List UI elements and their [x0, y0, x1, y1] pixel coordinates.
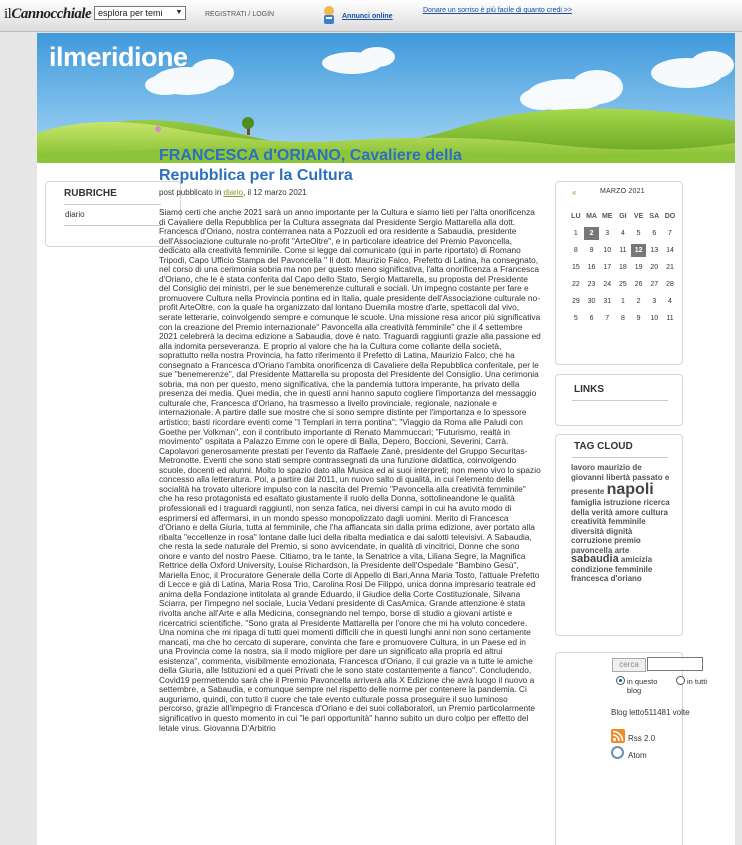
- tag-link[interactable]: maurizio de giovanni: [571, 463, 642, 482]
- header-banner: [37, 33, 735, 163]
- calendar-week-row: [568, 225, 678, 242]
- calendar-day: 27: [650, 281, 659, 288]
- logo-main: Cannocchiale: [11, 6, 92, 22]
- calendar-day: 4: [620, 230, 625, 237]
- calendar-week-row: [568, 293, 678, 310]
- atom-icon[interactable]: [611, 746, 624, 759]
- calendar-day: 9: [589, 247, 594, 254]
- calendar-day: 13: [650, 247, 659, 254]
- tag-link[interactable]: libertà: [606, 472, 631, 482]
- calendar-weekday: DO: [664, 213, 676, 220]
- explore-select-value: esplora per temi: [98, 8, 163, 18]
- tag-link[interactable]: dignità: [606, 526, 633, 536]
- rubriche-item-diario[interactable]: diario: [65, 210, 85, 219]
- tag-link[interactable]: creatività femminile: [571, 517, 646, 526]
- tag-link[interactable]: cultura: [641, 507, 668, 517]
- divider: [64, 225, 161, 226]
- search-button[interactable]: cerca: [612, 658, 646, 672]
- calendar-weekday: VE: [633, 213, 644, 220]
- calendar-day: 18: [619, 264, 627, 271]
- tag-link[interactable]: corruzione: [571, 536, 612, 545]
- calendar-day: 10: [603, 247, 612, 254]
- calendar-day: 22: [571, 281, 580, 288]
- donate-link[interactable]: Donare un sorriso è più facile di quanto credi >>: [423, 7, 573, 14]
- tag-link[interactable]: amicizia: [620, 555, 653, 564]
- annunci-online-link[interactable]: Annunci online: [342, 13, 393, 20]
- calendar-weekday: ME: [601, 213, 613, 220]
- calendar-weekday-row: [568, 208, 678, 225]
- calendar-weekday: LU: [571, 213, 581, 220]
- tag-link[interactable]: condizione femminile: [571, 564, 653, 574]
- calendar-day: 30: [587, 298, 596, 305]
- meta-prefix: post pubblicato in: [159, 188, 224, 197]
- divider: [572, 457, 668, 458]
- tag-cloud-heading: TAG CLOUD: [574, 441, 633, 452]
- calendar-day: 15: [571, 264, 580, 271]
- search-input[interactable]: [647, 657, 703, 671]
- calendar-weekday: SA: [649, 213, 660, 220]
- calendar-day: 5: [636, 230, 641, 237]
- calendar-day: 6: [652, 230, 657, 237]
- chevron-down-icon: ▼: [175, 9, 183, 16]
- article-title[interactable]: FRANCESCA d'ORIANO, Cavaliere della Repubblica per la Cultura: [159, 147, 462, 184]
- radio-label-blog: in questo blog: [627, 677, 658, 695]
- calendar-day: 28: [666, 281, 674, 288]
- calendar-day: 2: [636, 298, 641, 305]
- tag-link[interactable]: amore: [615, 507, 640, 517]
- calendar-day: 20: [650, 264, 659, 271]
- tag-link[interactable]: ricerca: [643, 498, 670, 507]
- calendar-day: 16: [587, 264, 596, 271]
- calendar-day: 21: [666, 264, 674, 271]
- top-bar: [0, 0, 742, 32]
- calendar-day: 5: [573, 315, 578, 322]
- calendar-day[interactable]: 12: [631, 244, 647, 257]
- tag-cloud-box: [555, 434, 683, 636]
- tag-cloud: [571, 463, 671, 584]
- calendar-day: 23: [587, 281, 596, 288]
- calendar-weekday: MA: [586, 213, 597, 220]
- calendar-day: 3: [605, 230, 610, 237]
- tag-link[interactable]: sabaudia: [571, 553, 619, 565]
- tag-link[interactable]: arte: [614, 545, 630, 555]
- tag-link[interactable]: passato e presente: [571, 472, 670, 496]
- calendar-day: 9: [636, 315, 641, 322]
- tag-link[interactable]: napoli: [606, 481, 654, 498]
- tag-link[interactable]: della verità: [571, 507, 613, 517]
- calendar-day: 1: [620, 298, 625, 305]
- calendar-day: 29: [571, 298, 580, 305]
- links-heading: LINKS: [574, 384, 604, 395]
- category-link[interactable]: diario: [223, 188, 244, 197]
- calendar-day[interactable]: 2: [584, 227, 600, 240]
- calendar-day: 31: [603, 298, 612, 305]
- site-title[interactable]: ilmeridione: [49, 42, 188, 72]
- calendar-day: 26: [634, 281, 643, 288]
- calendar-day: 17: [603, 264, 612, 271]
- logo-prefix: il: [4, 6, 12, 22]
- calendar-day: 24: [603, 281, 612, 288]
- divider: [572, 400, 668, 401]
- tag-link[interactable]: premio pavoncella: [571, 536, 641, 555]
- calendar-month: MARZO 2021: [600, 188, 645, 195]
- rubriche-heading: RUBRICHE: [64, 188, 117, 199]
- calendar-grid: [568, 208, 678, 327]
- rss-link[interactable]: Rss 2.0: [628, 734, 656, 743]
- calendar-day: 3: [652, 298, 657, 305]
- megaphone-icon[interactable]: [320, 5, 338, 27]
- calendar-day: 19: [634, 264, 643, 271]
- calendar-day: 6: [589, 315, 594, 322]
- calendar-day: 11: [619, 247, 627, 254]
- calendar-week-row: [568, 276, 678, 293]
- meta-date: , il 12 marzo 2021: [243, 188, 307, 197]
- calendar-day: 1: [573, 230, 578, 237]
- calendar-week-row: [568, 242, 678, 259]
- explore-themes-select[interactable]: [94, 6, 186, 20]
- atom-link[interactable]: Atom: [628, 751, 647, 760]
- calendar-day: 7: [668, 230, 672, 237]
- radio-in-all[interactable]: [676, 676, 685, 685]
- calendar-day: 8: [573, 247, 578, 254]
- calendar-day: 14: [666, 247, 674, 254]
- calendar-day: 8: [620, 315, 625, 322]
- calendar-day: 11: [666, 315, 674, 322]
- calendar-week-row: [568, 259, 678, 276]
- calendar-day: 10: [650, 315, 659, 322]
- rss-icon[interactable]: [611, 729, 625, 743]
- radio-label-all: in tutti: [687, 677, 708, 686]
- article-body: Siamo certi che anche 2021 sarà un anno importante per la Cultura e siamo lieti per l'alta onorificenza di Cavaliere della Repubblica per la Cultura assegnata dal Presidente Sergio Mattarella alla dott. Francesca d'Oriano, nostra conterranea nata a Pozzuoli ed ora residente a Sabaudia, presidente dell'Associazione culturale no-profit "ArteOltre", e in particolare ideatrice del Premio Pavoncella, dedicato alla creatività femminile. Come si legge dal comunicato (qui in parte riportato) di Romano Tripodi, Capo Ufficio Stampa del Pavoncella " Il dott. Maurizio Falco, Prefetto di Latina, ha consegnato, nel corso di una cerimonia sobria ma non per questo meno significativa, l'alta onorificenza a Francesca d'Oriano, che le è stata conferita dal Capo dello Stato, Sergio Mattarella, su proposta del Presidente del Consiglio dei ministri, per le sue benemerenze culturali e sociali. Un impegno costante per fare e promuovere Cultura nella Provincia pontina ed in Italia, quale presidente dell'Associazione culturale no-profit ArteOltre, con la quale ha organizzato dal lontano Duemila mostre d'arte, spettacoli dal vivo, serate letterarie, coinvolgendo sempre e comunque le scuole. Una missione resa ancor più significativa con la creazione del Premio internazionale" Pavoncella alla creatività femminile" che il 4 settembre 2021 celebrerà la decima edizione a Sabaudia, dove è nato. Traguardi raggiunti grazie alla passione ed alla indomita perseveranza. E proprio al valore che ha la Cultura come collante della società, soprattutto nella nostra Provincia, ha fatto riferimento il Prefetto di Latina, Maurizio Falco, che ha consegnato a Francesca d'Oriano l'ambita onorificenza di Cavaliere della Repubblica conferitale, per le sue "benemerenze", dal Presidente Mattarella su proposta del Presidente del Consiglio. Una cerimonia sobria, ma non per questo, meno significativa, che la pandemia tuttora imperante, ha privato della presenza dei media. Quei media, che in questi anni hanno saputo cogliere l'importanza del messaggio culturale che, Francesca d'Oriano, ha trasmesso a livello provinciale, regionale, nazionale e internazionale. A partire dalle sue mostre che si sono sempre distinte per l'importanza e lo spessore artistico; basti ricordare eventi come "I Templari in terra pontina"; "Viaggio da Roma alle Paludi con Goethe per Volkman", con il contributo importante di Renato Mammuccari; "Futurismo, realtà in movimento" ospitata a Palazzo Emme con le opere di Balla, Depero, Boccioni, Severini, Carrà. Capolavori generosamente prestati per l'evento da Raffaele Zanè, presidente del Gruppo Securitas-Metronotte. Eventi che sono stati sempre contrassegnati da una funzione didattica, coinvolgendo scuole, docenti ed alunni. Molto lo spazio dato alla Musica ed ai suoi interpreti; non meno vivo lo spazio concesso alla letteratura. Poi, a partire dal 2011, un nuovo salto di qualità, in cui l'elemento della socialità ha trovato ulteriore impulso con la nascita del Premio "Pavoncella alla creatività femminile" che ha reso protagonista ed esaltato giustamente il ruolo della Donna, sottolineandone le qualità professionali ed i traguardi raggiunti, non senza fatica, nei diversi campi in cui ha avuto modo di esprimersi ed affermarsi, in un mondo spesso monopolizzato dagli uomini. Merito di Francesca d'Oriano e della Giuria, tutta al femminile, che l'ha affiancata sin dalla prima edizione, aver portato alla ribalta "eccellenze in rosa" lontane dalle luci della ribalta mediatica e dai salotti televisivi. A Sabaudia, che resta la sede naturale del Premio, si sono avvicendate, in qualità di vincitrici, Donne che sono onore e vanto del nostro Paese. Citiamo, tra le tante, la Senatrice a vita, Liliana Segre, la Magnifica Rettrice della Oxford University, Louise Richardson, la Presidente dell'Ospedale "Bambino Gesù", Mariella Enoc, il Procuratore Generale della Corte di Appello di Bari,Anna Maria Tosto, l'attuale Prefetto di Lecce e già di Latina, Maria Rosa Trio, Carolina Rosi De Filippo, unica donna impresario teatrale ed anima della Fondazione intitolata al grande Eduardo, il Giudice della Corte Costituzionale, Silvana Sciarra, per l'impegno nel sociale, Lucia Vedani presidente di CasAmica. Grande attenzione è stata rivolta anche all'Arte e alla Medicina, consegnando nel tempo, borse di studio a giovani artiste e ricercatrici scientifiche. "Sono grata al Presidente Mattarella per l'onore che mi ha voluto concedere. Una nomina che mi ripaga di tutti quei momenti difficili che in questi lunghi anni non sono certamente mancati, ma che ho cercato di superare, convinta che fare e promuovere Cultura, in un Paese ed in una Provincia come la nostra, sia il modo migliore per dare un significato alla propria ed altrui esistenza", commenta, visibilmente emozionata, Francesca d'Oriano, il cui grazie va a tutte le amiche della Giuria, alle Istituzioni ed a quei Privati che le sono state costantemente a fianco". Concludendo, Covid19 permettendo sarà che il Premio Pavoncella arriverà alla X Edizione che avrà luogo il nuovo a settembre, a Sabaudia, e comunque sempre nel rispetto delle norme per contenere la pandemia. Ci auguriamo, quindi, con tutto il cuore che tale evento culturale possa proseguire il suo luminoso percorso, grazie all'impegno di Francesca d'Oriano e dei suoi collaboratori, un Premio particolarmente significativo in questo momento in cui "le pari opportunità" hanno subito un duro colpo per effetto del letale virus. Giovanna D'Arbitrio: [159, 208, 541, 733]
- calendar-day: 25: [619, 281, 627, 288]
- tag-link[interactable]: francesca d'oriano: [571, 574, 642, 583]
- calendar-weekday: GI: [619, 213, 627, 220]
- radio-in-this-blog[interactable]: [616, 676, 625, 685]
- calendar-prev-link[interactable]: «: [572, 188, 577, 197]
- register-login-link[interactable]: REGISTRATI / LOGIN: [205, 11, 275, 18]
- site-logo[interactable]: [4, 6, 91, 23]
- tag-link[interactable]: lavoro: [571, 463, 596, 472]
- links-box: [555, 374, 683, 426]
- calendar-week-row: [568, 310, 678, 327]
- divider: [64, 204, 161, 205]
- tag-link[interactable]: famiglia: [571, 498, 602, 507]
- tag-link[interactable]: diversità: [571, 526, 604, 536]
- tag-link[interactable]: istruzione: [603, 498, 642, 507]
- calendar-day: 4: [668, 298, 672, 305]
- calendar-day: 7: [605, 315, 610, 322]
- article-meta: [159, 188, 307, 197]
- read-counter: Blog letto511481 volte: [611, 708, 690, 717]
- calendar-box: [555, 181, 683, 365]
